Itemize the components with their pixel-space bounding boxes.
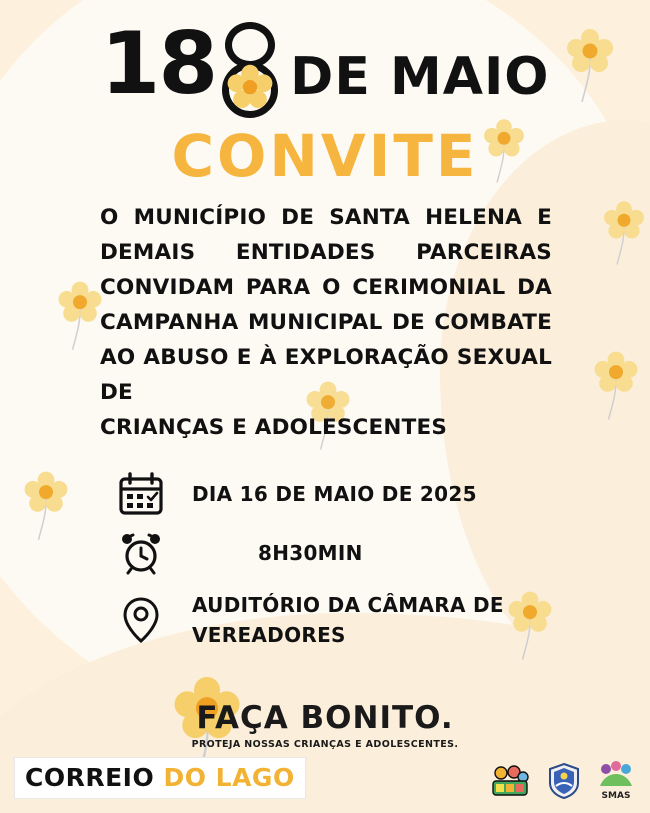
event-location-row bbox=[112, 590, 582, 650]
campaign-logo bbox=[0, 700, 650, 750]
event-location-text: AUDITÓRIO DA CÂMARA DE VEREADORES bbox=[192, 593, 504, 647]
page-title: CONVITE bbox=[171, 122, 479, 190]
smas-logo-label: SMAS bbox=[601, 791, 631, 801]
eight-flower-icon bbox=[214, 20, 288, 120]
invitation-body bbox=[100, 200, 552, 445]
month-label: DE MAIO bbox=[290, 47, 550, 107]
event-time-text: 8H30MIN bbox=[258, 541, 363, 565]
campaign-tagline: PROTEJA NOSSAS CRIANÇAS E ADOLESCENTES. bbox=[191, 739, 459, 750]
day-number-text: 18 bbox=[100, 14, 217, 114]
event-date-row bbox=[112, 472, 582, 516]
day-number bbox=[100, 14, 288, 120]
invitation-body-main: O MUNICÍPIO DE SANTA HELENA E DEMAIS ENTIDADES PARCEIRAS CONVIDAM PARA O CERIMONIAL DA CAMPANHA MUNICIPAL DE COMBATE AO ABUSO E À EXPLORAÇÃO SEXUAL DE bbox=[100, 205, 552, 405]
calendar-icon bbox=[112, 472, 170, 516]
event-details bbox=[112, 472, 582, 664]
correio-do-lago-watermark bbox=[14, 757, 306, 799]
brand-name-part1: CORREIO bbox=[25, 763, 155, 792]
partner-logos bbox=[490, 760, 634, 801]
city-coat-of-arms-logo bbox=[544, 761, 584, 801]
brand-name-part2: DO LAGO bbox=[154, 763, 295, 792]
event-time-row bbox=[112, 530, 582, 576]
event-date-text: DIA 16 DE MAIO DE 2025 bbox=[192, 482, 477, 506]
invitation-body-last-line: CRIANÇAS E ADOLESCENTES bbox=[100, 415, 448, 440]
campaign-name: FAÇA BONITO. bbox=[196, 700, 454, 736]
children-group-logo bbox=[490, 761, 530, 801]
alarm-clock-icon bbox=[112, 530, 170, 576]
poster-header bbox=[0, 16, 650, 124]
smas-logo bbox=[598, 760, 634, 801]
location-pin-icon bbox=[112, 595, 170, 645]
